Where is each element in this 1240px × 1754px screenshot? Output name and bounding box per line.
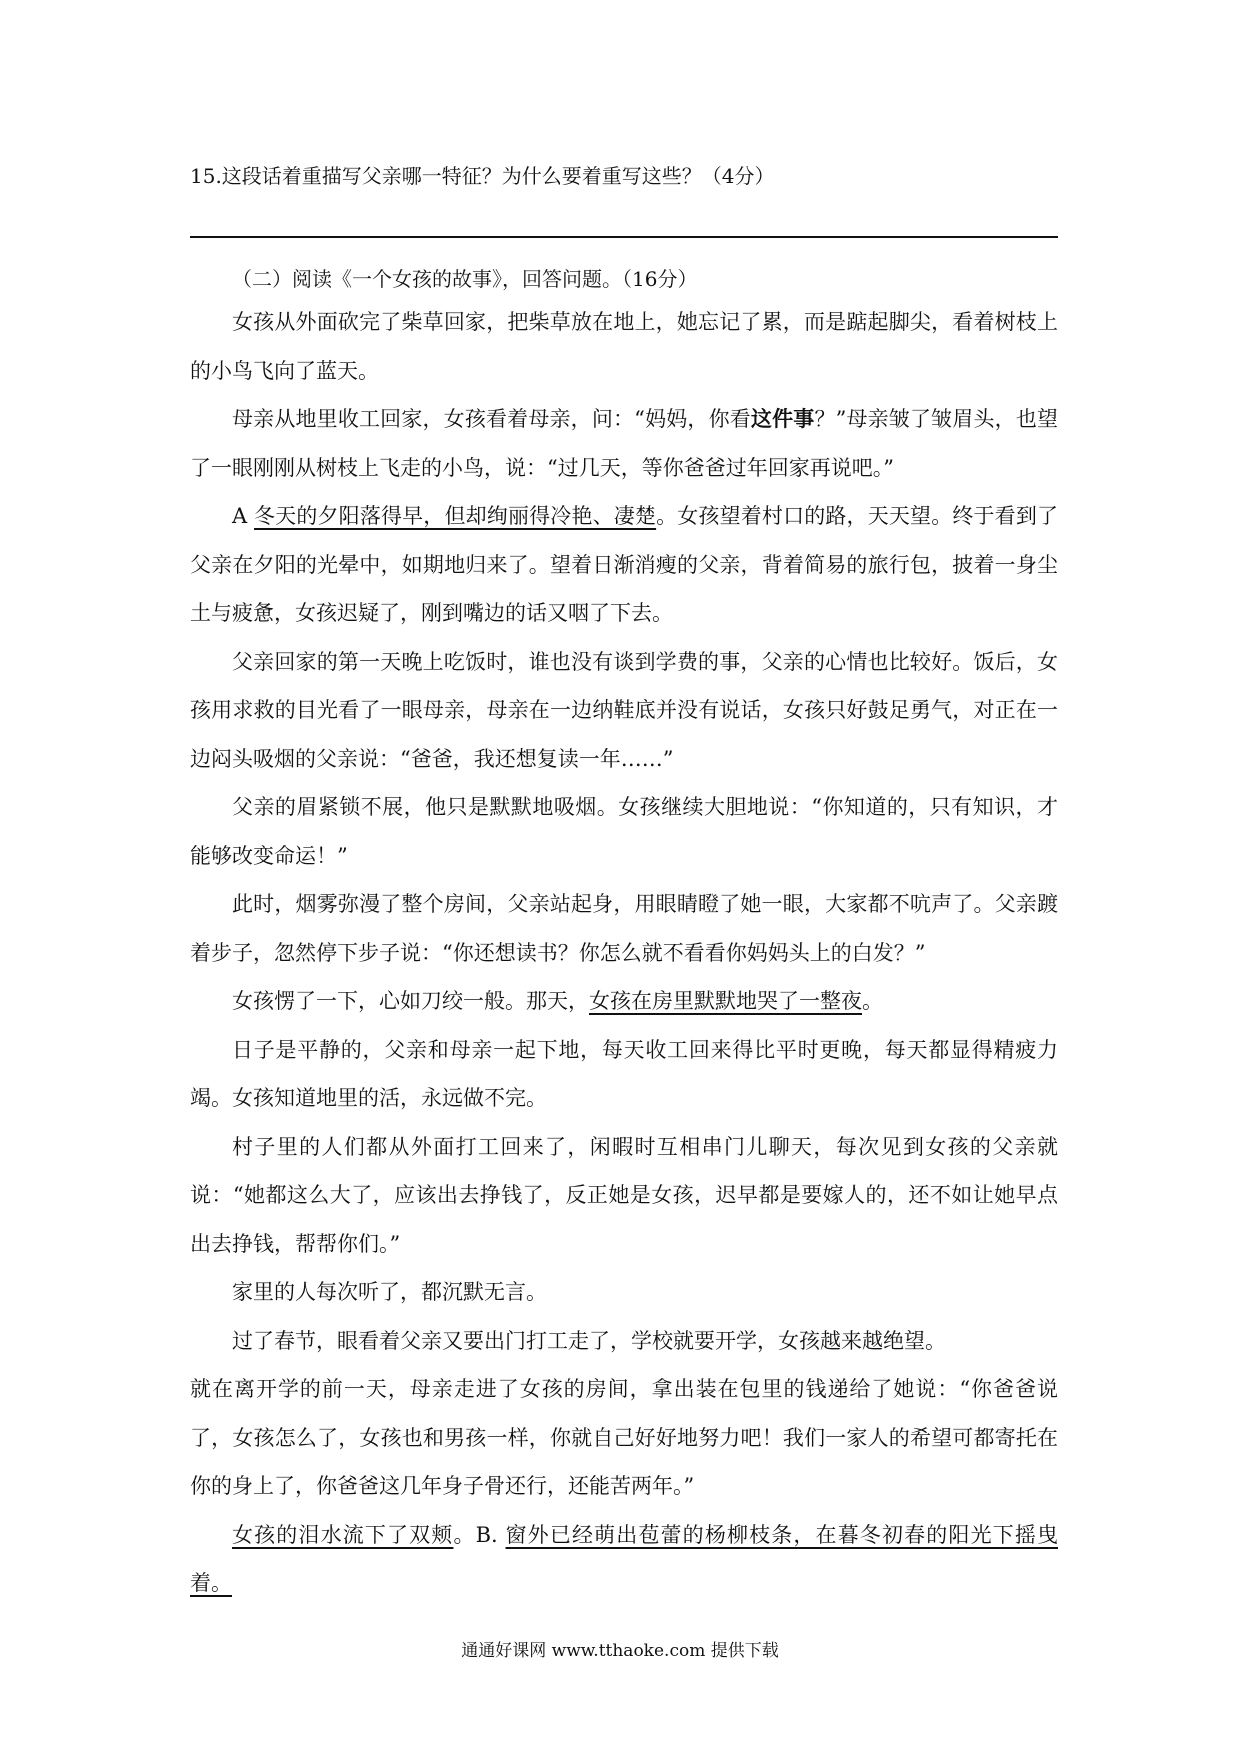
paragraph-4: 父亲回家的第一天晚上吃饭时，谁也没有谈到学费的事，父亲的心情也比较好。饭后，女孩用求救的目光看了一眼母亲，母亲在一边纳鞋底并没有说话，女孩只好鼓足勇气，对正在一边闷头吸烟的父亲说：“爸爸，我还想复读一年……”: [190, 649, 1058, 771]
section-2-title: （二）阅读《一个女孩的故事》，回答问题。（16分）: [232, 267, 698, 291]
answer-line: [190, 236, 1058, 238]
paragraph-8: 日子是平静的，父亲和母亲一起下地，每天收工回来得比平时更晚，每天都显得精疲力竭。女孩知道地里的活，永远做不完。: [190, 1037, 1058, 1110]
paragraph-10: 家里的人每次听了，都沉默无言。: [232, 1280, 547, 1304]
passage-body: [190, 298, 1058, 1608]
bold-phrase: 这件事: [750, 406, 815, 431]
underlined-sentence-b: 窗外已经萌出苞蕾的杨柳枝条，在暮冬初春的阳光下摇曳着。: [190, 1522, 1058, 1595]
paragraph-2: 母亲从地里收工回家，女孩看着母亲，问：“妈妈，你看这件事？”母亲皱了皱眉头，也望了一眼刚刚从树枝上飞走的小鸟，说：“过几天，等你爸爸过年回家再说吧。”: [190, 406, 1059, 480]
footer-source: 通通好课网 www.tthaoke.com 提供下载: [461, 1641, 779, 1661]
underlined-sentence-tears: 女孩的泪水流下了双颊: [232, 1522, 454, 1547]
question-15: 15.这段话着重描写父亲哪一特征？为什么要着重写这些？（4分）: [190, 164, 775, 188]
paragraph-5: 父亲的眉紧锁不展，他只是默默地吸烟。女孩继续大胆地说：“你知道的，只有知识，才能够改变命运！”: [190, 795, 1058, 868]
paragraph-11: 过了春节，眼看着父亲又要出门打工走了，学校就要开学，女孩越来越绝望。: [232, 1328, 946, 1353]
underlined-sentence: 女孩在房里默默地哭了一整夜: [589, 989, 862, 1013]
underlined-sentence-a: 冬天的夕阳落得早，但却绚丽得冷艳、凄楚: [254, 504, 657, 528]
paragraph-3: A 冬天的夕阳落得早，但却绚丽得冷艳、凄楚。女孩望着村口的路，天天望。终于看到了父亲在夕阳的光晕中，如期地归来了。望着日渐消瘦的父亲，背着简易的旅行包，披着一身尘土与疲惫，女孩迟疑了，刚到嘴边的话又咽了下去。: [190, 504, 1059, 625]
paragraph-9: 村子里的人们都从外面打工回来了，闲暇时互相串门儿聊天，每次见到女孩的父亲就说：“她都这么大了，应该出去挣钱了，反正她是女孩，迟早都是要嫁人的，还不如让她早点出去挣钱，帮帮你们。”: [190, 1134, 1058, 1256]
paragraph-6: 此时，烟雾弥漫了整个房间，父亲站起身，用眼睛瞪了她一眼，大家都不吭声了。父亲踱着步子，忽然停下步子说：“你还想读书？你怎么就不看看你妈妈头上的白发？”: [190, 892, 1058, 965]
marker-a: A: [232, 504, 255, 528]
marker-b: 。B.: [453, 1522, 506, 1547]
paragraph-7: 女孩愣了一下，心如刀绞一般。那天，女孩在房里默默地哭了一整夜。: [232, 989, 883, 1013]
paragraph-13: [190, 1511, 1058, 1608]
paragraph-12: 就在离开学的前一天，母亲走进了女孩的房间，拿出装在包里的钱递给了她说：“你爸爸说了，女孩怎么了，女孩也和男孩一样，你就自己好好地努力吧！我们一家人的希望可都寄托在你的身上了，你爸爸这几年身子骨还行，还能苦两年。”: [190, 1377, 1058, 1498]
paragraph-1: 女孩从外面砍完了柴草回家，把柴草放在地上，她忘记了累，而是踮起脚尖，看着树枝上的小鸟飞向了蓝天。: [190, 310, 1058, 383]
